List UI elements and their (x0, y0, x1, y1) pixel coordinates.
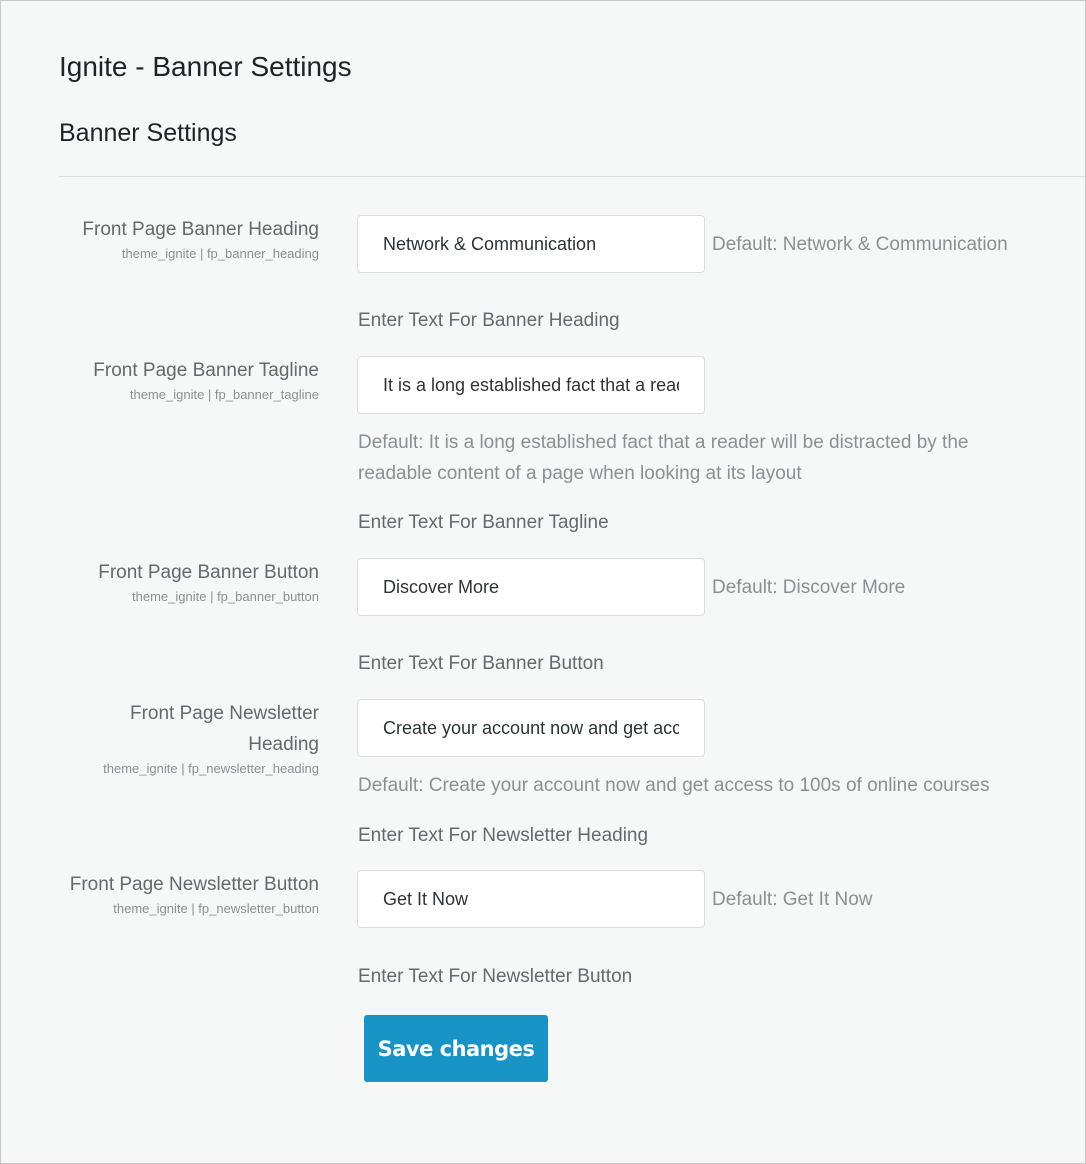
label-text: Front Page Banner Heading (82, 219, 319, 240)
setting-key: theme_ignite | fp_banner_tagline (129, 387, 319, 402)
banner-heading-default: Default: Network & Communication (712, 234, 1008, 255)
field-label-banner-heading (19, 214, 319, 263)
newsletter-heading-description: Enter Text For Newsletter Heading (358, 825, 649, 846)
page-title: Ignite - Banner Settings (59, 51, 352, 82)
newsletter-button-default: Default: Get It Now (712, 889, 873, 910)
setting-key: theme_ignite | fp_banner_heading (121, 246, 319, 261)
label-text: Front Page Banner Tagline (93, 360, 319, 381)
setting-key: theme_ignite | fp_newsletter_button (113, 901, 319, 916)
setting-key: theme_ignite | fp_newsletter_heading (103, 761, 319, 776)
banner-button-input[interactable] (357, 558, 705, 616)
banner-button-default: Default: Discover More (712, 577, 906, 598)
section-title: Banner Settings (59, 119, 237, 147)
banner-tagline-input[interactable] (357, 356, 705, 414)
label-text: Front Page Newsletter Heading (129, 703, 319, 755)
banner-tagline-description: Enter Text For Banner Tagline (358, 512, 609, 533)
newsletter-heading-default: Default: Create your account now and get access to 100s of online courses (358, 775, 990, 796)
newsletter-button-input[interactable] (357, 870, 705, 928)
section-divider (59, 176, 1085, 177)
field-label-newsletter-heading (79, 698, 319, 778)
setting-key: theme_ignite | fp_banner_button (132, 589, 319, 604)
banner-heading-input[interactable] (357, 215, 705, 273)
field-label-banner-tagline (19, 355, 319, 404)
banner-heading-description: Enter Text For Banner Heading (358, 310, 620, 331)
label-text: Front Page Banner Button (98, 562, 319, 583)
banner-tagline-default: Default: It is a long established fact that a reader will be distracted by the readable content of a page when looking at its layout (358, 432, 969, 484)
newsletter-heading-input[interactable] (357, 699, 705, 757)
banner-button-description: Enter Text For Banner Button (358, 653, 604, 674)
newsletter-button-description: Enter Text For Newsletter Button (358, 966, 633, 987)
label-text: Front Page Newsletter Button (69, 874, 319, 895)
field-label-newsletter-button (19, 869, 319, 918)
field-label-banner-button (19, 557, 319, 606)
save-changes-button[interactable]: Save changes (364, 1015, 548, 1082)
